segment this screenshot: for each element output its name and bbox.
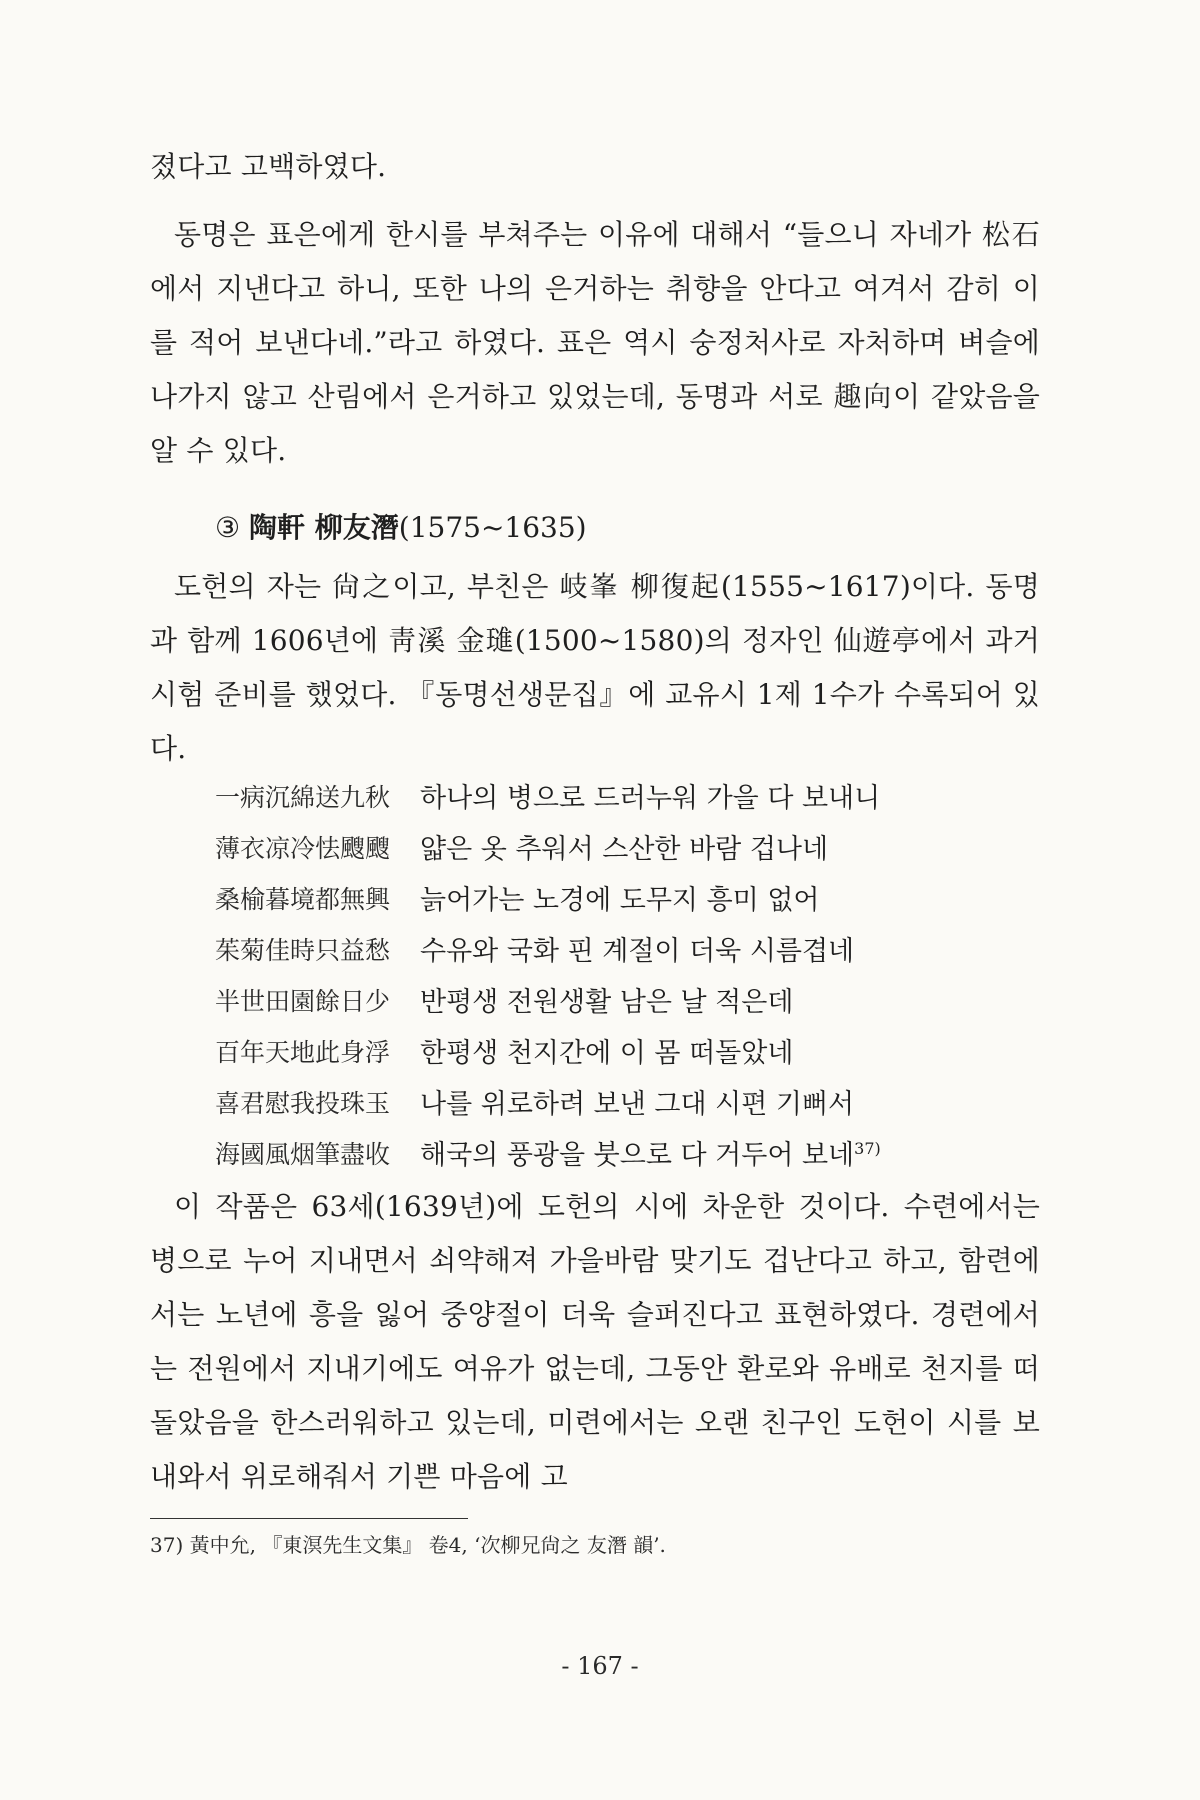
poem-line bbox=[215, 872, 975, 923]
poem-translation: 수유와 국화 핀 계절이 더욱 시름겹네 bbox=[420, 936, 855, 967]
poem-translation: 한평생 천지간에 이 몸 떠돌았네 bbox=[420, 1038, 794, 1069]
poem-translation: 늙어가는 노경에 도무지 흥미 없어 bbox=[420, 885, 820, 916]
page-number: - 167 - bbox=[561, 1652, 639, 1680]
poem-translation: 반평생 전원생활 남은 날 적은데 bbox=[420, 987, 794, 1018]
poem-translation: 나를 위로하려 보낸 그대 시편 기뻐서 bbox=[420, 1089, 855, 1120]
footnote-divider bbox=[150, 1518, 468, 1519]
poem-line bbox=[215, 923, 975, 974]
poem-line bbox=[215, 770, 975, 821]
paragraph-doheon: 도헌의 자는 尙之이고, 부친은 岐峯 柳復起(1555~1617)이다. 동명과 함께 1606년에 靑溪 金璡(1500~1580)의 정자인 仙遊亭에서 과거 시험 준비를 했었다. 『동명선생문집』에 교유시 1제 1수가 수록되어 있다. bbox=[150, 570, 1040, 765]
poem-line bbox=[215, 1025, 975, 1076]
poem-line bbox=[215, 821, 975, 872]
poem-block bbox=[215, 770, 975, 1178]
section-number: ③ bbox=[215, 511, 241, 544]
poem-translation: 하나의 병으로 드러누워 가을 다 보내니 bbox=[420, 783, 881, 814]
poem-translation: 얇은 옷 추워서 스산한 바람 겁나네 bbox=[420, 834, 829, 865]
paragraph-analysis: 이 작품은 63세(1639년)에 도헌의 시에 차운한 것이다. 수련에서는 병으로 누어 지내면서 쇠약해져 가을바람 맞기도 겁난다고 하고, 함련에서는 노년에 흥을 잃어 중양절이 더욱 슬퍼진다고 표현하였다. 경련에서는 전원에서 지내기에도 여유가 없는데, 그동안 환로와 유배로 천지를 떠돌았음을 한스러워하고 있는데, 미련에서는 오랜 친구인 도헌이 시를 보내와서 위로해줘서 기쁜 마음에 고 bbox=[150, 1190, 1040, 1493]
section-heading bbox=[215, 508, 587, 548]
poem-translation-text: 해국의 풍광을 붓으로 다 거두어 보네 bbox=[420, 1140, 855, 1171]
paragraph-pyoeun: 동명은 표은에게 한시를 부쳐주는 이유에 대해서 “들으니 자네가 松石에서 지낸다고 하니, 또한 나의 은거하는 취향을 안다고 여겨서 감히 이를 적어 보낸다네.”라고 하였다. 표은 역시 숭정처사로 자처하며 벼슬에 나가지 않고 산림에서 은거하고 있었는데, 동명과 서로 趣向이 같았음을 알 수 있다. bbox=[150, 218, 1040, 467]
intro-paragraph: 졌다고 고백하였다. bbox=[150, 150, 387, 183]
poem-hanja: 桑榆暮境都無興 bbox=[215, 884, 391, 914]
poem-hanja: 海國風烟筆盡收 bbox=[215, 1139, 391, 1169]
poem-hanja: 薄衣凉冷怯颼颼 bbox=[215, 833, 391, 863]
poem-hanja: 一病沉綿送九秋 bbox=[215, 782, 391, 812]
footnote-marker[interactable]: 37) bbox=[854, 1139, 881, 1158]
section-title: 陶軒 柳友潛 bbox=[249, 511, 399, 544]
poem-hanja: 半世田園餘日少 bbox=[215, 986, 391, 1016]
poem-hanja: 百年天地此身浮 bbox=[215, 1037, 391, 1067]
poem-translation bbox=[420, 1133, 881, 1172]
poem-line bbox=[215, 1076, 975, 1127]
poem-hanja: 喜君慰我投珠玉 bbox=[215, 1088, 391, 1118]
poem-line bbox=[215, 1127, 975, 1178]
footnote-37: 37) 黃中允, 『東溟先生文集』 卷4, ‘次柳兄尙之 友潛 韻’. bbox=[150, 1533, 666, 1557]
poem-line bbox=[215, 974, 975, 1025]
section-years: (1575~1635) bbox=[398, 511, 587, 544]
poem-hanja: 茱菊佳時只益愁 bbox=[215, 935, 391, 965]
